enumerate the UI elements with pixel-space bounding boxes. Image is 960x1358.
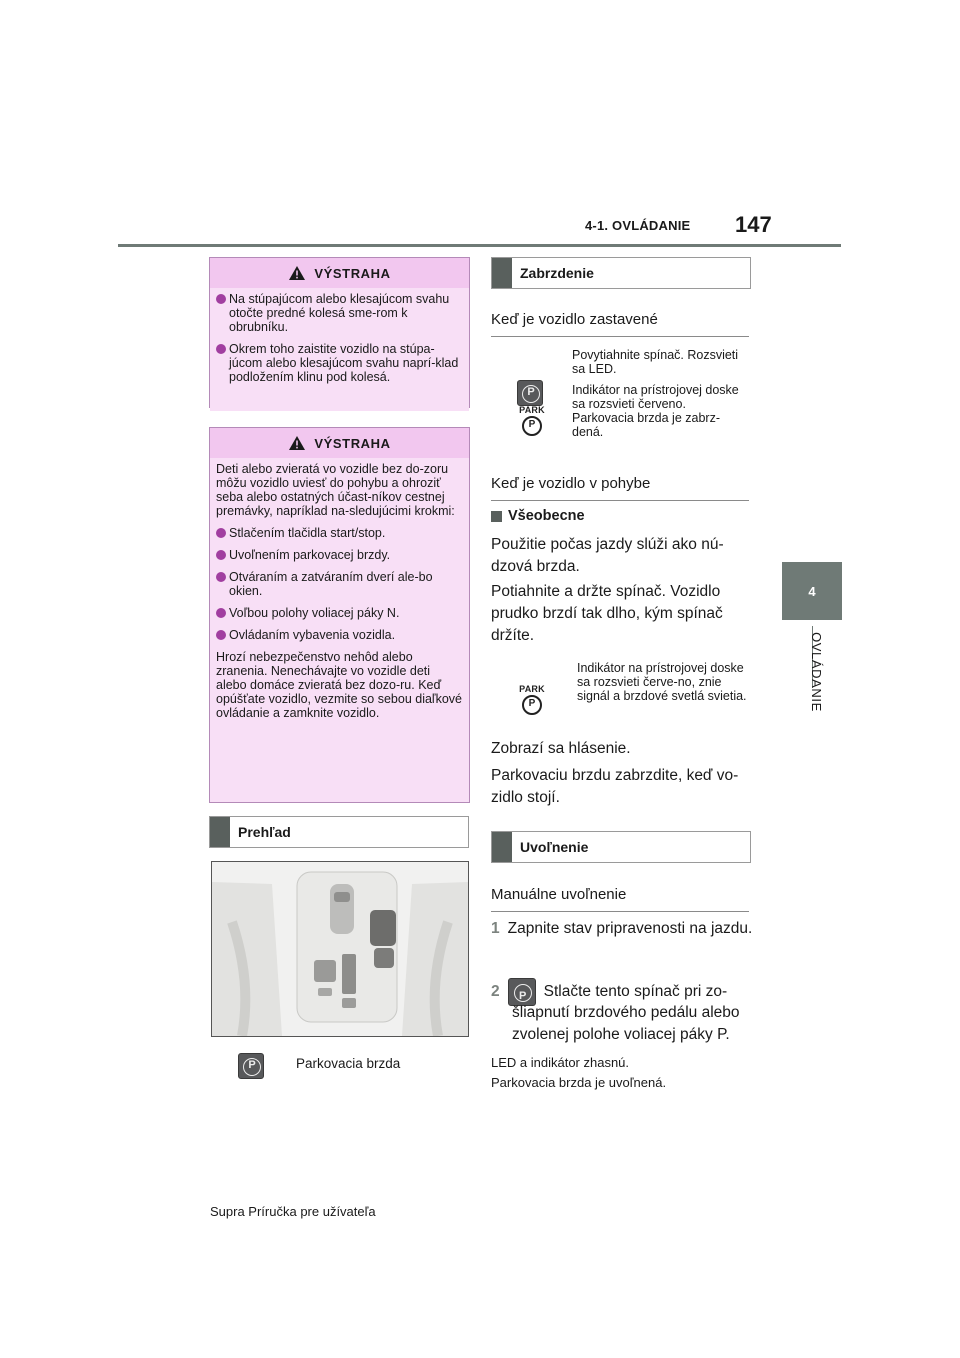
park-indicator-icon: PARK P (518, 405, 546, 441)
release-step-2-line2: šliapnutí brzdového pedálu alebo zvolenej polohe voliacej páky P. (512, 1004, 740, 1043)
warning-intro: Deti alebo zvieratá vo vozidle bez do-zoru môžu vozidlo uviesť do pohybu a ohroziť seba alebo ostatných účast-níkov cestnej premávky, napríklad na-sledujúcimi krokmi: (216, 462, 455, 518)
footer-text: Supra Príručka pre užívateľa (210, 1204, 376, 1219)
bullet-dot-icon (216, 608, 226, 618)
warning-triangle-icon (288, 265, 306, 281)
release-note-1: LED a indikátor zhasnú. (491, 1055, 630, 1070)
warning-body (210, 288, 469, 411)
general-heading: Všeobecne (491, 508, 585, 524)
parking-brake-button-icon: P (517, 380, 543, 406)
page-number: 147 (735, 212, 772, 237)
warning-bullet: Voľbou polohy voliacej páky N. (216, 606, 463, 620)
warning-bullet: Okrem toho zaistite vozidlo na stúpa-júcom alebo klesajúcom svahu naprí-klad podložením klinu pod kolesá. (216, 342, 463, 384)
section-header-apply: Zabrzdenie (491, 257, 751, 289)
header-rule (118, 244, 841, 247)
warning-bullet: Otváraním a zatváraním dverí ale-bo okien. (216, 570, 463, 598)
bullet-dot-icon (216, 550, 226, 560)
release-step-2-line1: 2 P Stlačte tento spínač pri zo- (491, 978, 727, 1006)
stationary-text-2: Indikátor na prístrojovej doske sa rozsvieti červeno. Parkovacia brzda je zabrz-dená. (572, 383, 739, 439)
image-caption: Parkovacia brzda (296, 1056, 401, 1071)
general-paragraph-2: Potiahnite a držte spínač. Vozidlo prudko brzdí tak dlho, kým spínač držíte. (491, 583, 723, 644)
warning-title: VÝSTRAHA (314, 435, 391, 451)
warning-box-slope (209, 257, 470, 408)
general-paragraph-1: Použitie počas jazdy slúži ako nú-dzová brzda. (491, 536, 724, 575)
chapter-tab-number: 4 (782, 562, 842, 620)
warning-box-children (209, 427, 470, 803)
subheading-moving: Keď je vozidlo v pohybe (491, 475, 749, 501)
subheading-manual: Manuálne uvoľnenie (491, 886, 749, 912)
warning-header (210, 428, 469, 458)
section-header-overview: Prehľad (209, 816, 469, 848)
center-console-image (211, 861, 469, 1037)
warning-title: VÝSTRAHA (314, 265, 391, 281)
warning-bullet: Na stúpajúcom alebo klesajúcom svahu otočte predné kolesá sme-rom k obrubníku. (216, 292, 463, 334)
message-paragraph-2: Parkovaciu brzdu zabrzdite, keď vo-zidlo stojí. (491, 767, 739, 806)
message-paragraph-1: Zobrazí sa hlásenie. (491, 740, 631, 757)
section-header-release: Uvoľnenie (491, 831, 751, 863)
square-bullet-icon (491, 511, 502, 522)
release-step-1: 1 Zapnite stav pripravenosti na jazdu. (491, 920, 753, 937)
warning-header (210, 258, 469, 288)
stationary-text-1: Povytiahnite spínač. Rozsvieti sa LED. (572, 348, 739, 376)
parking-brake-button-icon: P (238, 1053, 264, 1079)
warning-bullet: Uvoľnením parkovacej brzdy. (216, 548, 463, 562)
chapter-tab-label: OVLÁDANIE (809, 632, 824, 712)
warning-body (210, 458, 469, 802)
bullet-dot-icon (216, 528, 226, 538)
center-console-illustration (212, 862, 468, 1036)
warning-bullet: Stlačením tlačidla start/stop. (216, 526, 463, 540)
subheading-stationary: Keď je vozidlo zastavené (491, 311, 749, 337)
bullet-dot-icon (216, 344, 226, 354)
release-note-2: Parkovacia brzda je uvoľnená. (491, 1075, 667, 1090)
section-title: 4-1. OVLÁDANIE (585, 218, 691, 233)
warning-outro: Hrozí nebezpečenstvo nehôd alebo zranenia. Nenechávajte vo vozidle deti alebo domáce zvieratá bez dozo-ru. Keď opúšťate vozidlo, vezmite so sebou diaľkové ovládanie a zamknite vozidlo. (216, 650, 462, 720)
bullet-dot-icon (216, 630, 226, 640)
bullet-dot-icon (216, 294, 226, 304)
warning-bullet: Ovládaním vybavenia vozidla. (216, 628, 463, 642)
bullet-dot-icon (216, 572, 226, 582)
park-indicator-icon: PARK P (518, 684, 546, 720)
parking-brake-button-icon: P (508, 978, 536, 1006)
warning-triangle-icon (288, 435, 306, 451)
moving-indicator-text: Indikátor na prístrojovej doske sa rozsvieti červe-no, znie signál a brzdové svetlá svietia. (577, 661, 747, 703)
